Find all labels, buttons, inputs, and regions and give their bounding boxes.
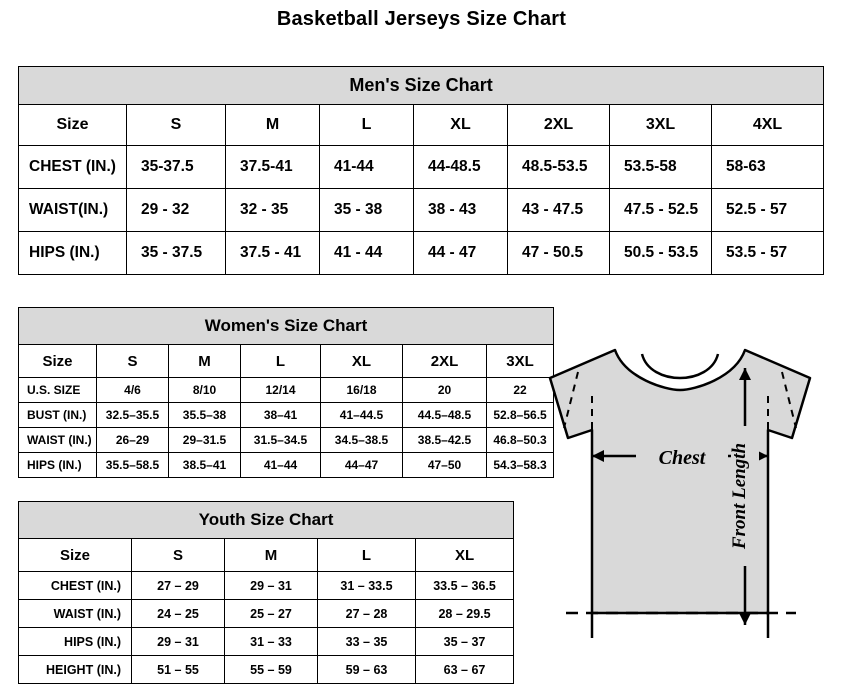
table-cell: 53.5-58 bbox=[610, 146, 712, 189]
table-cell: 29 – 31 bbox=[225, 572, 318, 600]
table-cell: 44-48.5 bbox=[414, 146, 508, 189]
table-cell: 38 - 43 bbox=[414, 189, 508, 232]
row-label: HIPS (IN.) bbox=[19, 453, 97, 478]
table-cell: 41 - 44 bbox=[320, 232, 414, 275]
youth-header-row bbox=[19, 539, 514, 572]
table-cell: 59 – 63 bbox=[318, 656, 416, 684]
mens-header-cell: 4XL bbox=[712, 105, 824, 146]
table-cell: 27 – 28 bbox=[318, 600, 416, 628]
table-cell: 44–47 bbox=[321, 453, 403, 478]
table-cell: 20 bbox=[403, 378, 487, 403]
table-cell: 22 bbox=[487, 378, 554, 403]
table-row bbox=[19, 146, 824, 189]
row-label: CHEST (IN.) bbox=[19, 146, 127, 189]
womens-header-row bbox=[19, 345, 554, 378]
table-cell: 33 – 35 bbox=[318, 628, 416, 656]
youth-caption: Youth Size Chart bbox=[19, 502, 514, 539]
table-cell: 54.3–58.3 bbox=[487, 453, 554, 478]
table-row bbox=[19, 378, 554, 403]
womens-caption-row bbox=[19, 308, 554, 345]
mens-header-row bbox=[19, 105, 824, 146]
table-cell: 31 – 33 bbox=[225, 628, 318, 656]
mens-size-chart bbox=[18, 66, 823, 275]
mens-header-cell: 2XL bbox=[508, 105, 610, 146]
table-cell: 52.5 - 57 bbox=[712, 189, 824, 232]
youth-header-cell: XL bbox=[416, 539, 514, 572]
table-cell: 31 – 33.5 bbox=[318, 572, 416, 600]
jersey-shape bbox=[550, 350, 810, 613]
youth-size-chart bbox=[18, 501, 513, 684]
table-cell: 44.5–48.5 bbox=[403, 403, 487, 428]
table-cell: 41-44 bbox=[320, 146, 414, 189]
row-label: WAIST (IN.) bbox=[19, 600, 132, 628]
youth-size-table bbox=[18, 501, 514, 684]
table-row bbox=[19, 656, 514, 684]
table-cell: 29 - 32 bbox=[127, 189, 226, 232]
row-label: HIPS (IN.) bbox=[19, 628, 132, 656]
mens-caption-row bbox=[19, 67, 824, 105]
table-row bbox=[19, 572, 514, 600]
table-cell: 50.5 - 53.5 bbox=[610, 232, 712, 275]
table-cell: 32 - 35 bbox=[226, 189, 320, 232]
youth-header-cell: Size bbox=[19, 539, 132, 572]
page-title: Basketball Jerseys Size Chart bbox=[276, 8, 567, 30]
mens-header-cell: 3XL bbox=[610, 105, 712, 146]
womens-size-table bbox=[18, 307, 554, 478]
table-cell: 38.5–42.5 bbox=[403, 428, 487, 453]
table-row bbox=[19, 403, 554, 428]
table-cell: 47.5 - 52.5 bbox=[610, 189, 712, 232]
table-cell: 4/6 bbox=[97, 378, 169, 403]
youth-header-cell: L bbox=[318, 539, 416, 572]
table-cell: 34.5–38.5 bbox=[321, 428, 403, 453]
table-cell: 48.5-53.5 bbox=[508, 146, 610, 189]
womens-header-cell: Size bbox=[19, 345, 97, 378]
table-cell: 38–41 bbox=[241, 403, 321, 428]
mens-header-cell: M bbox=[226, 105, 320, 146]
table-cell: 25 – 27 bbox=[225, 600, 318, 628]
table-cell: 27 – 29 bbox=[132, 572, 225, 600]
mens-size-table bbox=[18, 66, 824, 275]
table-cell: 33.5 – 36.5 bbox=[416, 572, 514, 600]
table-cell: 32.5–35.5 bbox=[97, 403, 169, 428]
womens-header-cell: M bbox=[169, 345, 241, 378]
womens-header-cell: L bbox=[241, 345, 321, 378]
table-cell: 63 – 67 bbox=[416, 656, 514, 684]
row-label: WAIST(IN.) bbox=[19, 189, 127, 232]
row-label: HIPS (IN.) bbox=[19, 232, 127, 275]
table-cell: 38.5–41 bbox=[169, 453, 241, 478]
table-cell: 44 - 47 bbox=[414, 232, 508, 275]
table-cell: 37.5-41 bbox=[226, 146, 320, 189]
mens-header-cell: S bbox=[127, 105, 226, 146]
table-cell: 35.5–58.5 bbox=[97, 453, 169, 478]
table-cell: 43 - 47.5 bbox=[508, 189, 610, 232]
table-row bbox=[19, 428, 554, 453]
table-cell: 35 - 38 bbox=[320, 189, 414, 232]
table-row bbox=[19, 232, 824, 275]
table-cell: 52.8–56.5 bbox=[487, 403, 554, 428]
row-label: HEIGHT (IN.) bbox=[19, 656, 132, 684]
row-label: U.S. SIZE bbox=[19, 378, 97, 403]
table-cell: 37.5 - 41 bbox=[226, 232, 320, 275]
womens-header-cell: 2XL bbox=[403, 345, 487, 378]
womens-caption: Women's Size Chart bbox=[19, 308, 554, 345]
table-cell: 47–50 bbox=[403, 453, 487, 478]
womens-header-cell: S bbox=[97, 345, 169, 378]
youth-header-cell: M bbox=[225, 539, 318, 572]
table-cell: 51 – 55 bbox=[132, 656, 225, 684]
youth-caption-row bbox=[19, 502, 514, 539]
table-cell: 26–29 bbox=[97, 428, 169, 453]
table-cell: 28 – 29.5 bbox=[416, 600, 514, 628]
table-cell: 46.8–50.3 bbox=[487, 428, 554, 453]
table-cell: 16/18 bbox=[321, 378, 403, 403]
table-cell: 31.5–34.5 bbox=[241, 428, 321, 453]
table-cell: 35 - 37.5 bbox=[127, 232, 226, 275]
mens-header-cell: Size bbox=[19, 105, 127, 146]
table-cell: 29 – 31 bbox=[132, 628, 225, 656]
table-row bbox=[19, 600, 514, 628]
table-row bbox=[19, 453, 554, 478]
mens-header-cell: L bbox=[320, 105, 414, 146]
table-cell: 53.5 - 57 bbox=[712, 232, 824, 275]
table-row bbox=[19, 189, 824, 232]
table-row bbox=[19, 628, 514, 656]
table-cell: 41–44 bbox=[241, 453, 321, 478]
youth-header-cell: S bbox=[132, 539, 225, 572]
table-cell: 24 – 25 bbox=[132, 600, 225, 628]
table-cell: 12/14 bbox=[241, 378, 321, 403]
table-cell: 35-37.5 bbox=[127, 146, 226, 189]
table-cell: 55 – 59 bbox=[225, 656, 318, 684]
table-cell: 8/10 bbox=[169, 378, 241, 403]
table-cell: 35 – 37 bbox=[416, 628, 514, 656]
table-cell: 35.5–38 bbox=[169, 403, 241, 428]
table-cell: 41–44.5 bbox=[321, 403, 403, 428]
womens-header-cell: XL bbox=[321, 345, 403, 378]
womens-size-chart bbox=[18, 307, 553, 478]
womens-header-cell: 3XL bbox=[487, 345, 554, 378]
table-cell: 29–31.5 bbox=[169, 428, 241, 453]
jersey-measurement-diagram bbox=[520, 338, 830, 668]
row-label: BUST (IN.) bbox=[19, 403, 97, 428]
front-length-label: Front Length bbox=[729, 442, 750, 550]
chest-label: Chest bbox=[658, 447, 706, 469]
row-label: CHEST (IN.) bbox=[19, 572, 132, 600]
table-cell: 47 - 50.5 bbox=[508, 232, 610, 275]
mens-caption: Men's Size Chart bbox=[19, 67, 824, 105]
row-label: WAIST (IN.) bbox=[19, 428, 97, 453]
table-cell: 58-63 bbox=[712, 146, 824, 189]
mens-header-cell: XL bbox=[414, 105, 508, 146]
